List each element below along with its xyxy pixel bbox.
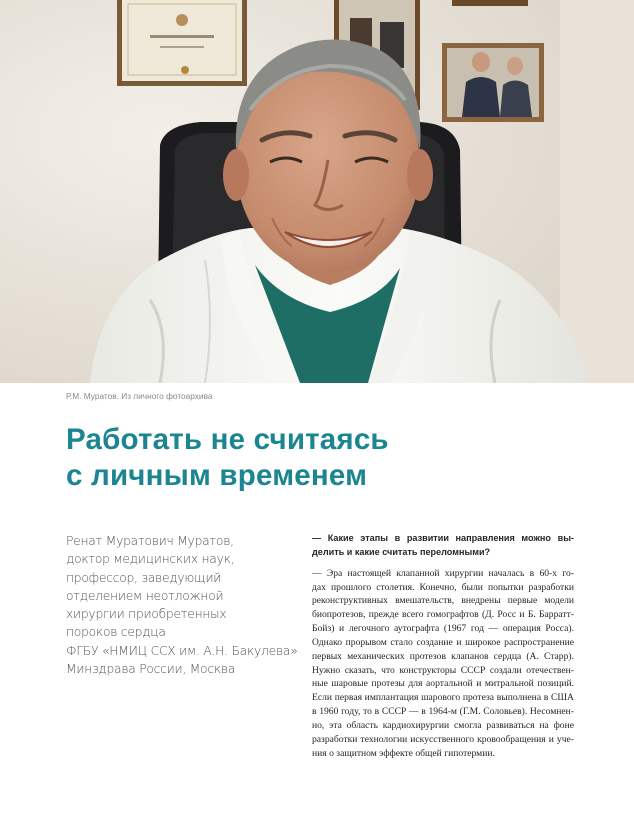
answer-line: разработки технологии искусственного кровообращения и уче- (312, 733, 574, 745)
answer-line: но, эта область кардиохирургии смогла развиваться на фоне (312, 719, 574, 731)
title-line: с личным временем (66, 459, 368, 492)
author-line: пороков сердца (66, 625, 166, 640)
author-line: ФГБУ «НМИЦ ССХ им. А.Н. Бакулева» (66, 643, 298, 658)
author-line: Ренат Муратович Муратов, (66, 534, 234, 548)
author-line: профессор, заведующий (66, 570, 222, 585)
author-line: доктор медицинских наук, (66, 552, 235, 567)
answer-line: дах прошлого столетия. Конечно, были попытки разработки (312, 581, 574, 593)
answer-line: первых механических протезов клапанов сердца (А. Старр). (312, 650, 574, 662)
answer-line: в 1960 году, то в СССР — в 1964-м (Г.М. Соловьев). Несомнен- (312, 706, 574, 718)
answer-line: — Эра настоящей клапанной хирургии началась в 60-х го- (312, 567, 574, 579)
title-line: Работать не считаясь (66, 423, 389, 456)
author-line: Минздрава России, Москва (66, 662, 236, 677)
answer-line: Нужно сказать, что конструкторы СССР создали отечествен- (312, 664, 574, 676)
question-line: — Какие этапы в развитии направления можно вы- (312, 533, 574, 543)
answer-line: биопротезов, прежде всего гомографтов (Д. Росс и Б. Барратт- (312, 609, 574, 621)
answer-line: ные шаровые протезы для аортальной и митральной позиций. (312, 678, 574, 690)
answer-line: ния о защитном эффекте общей гипотермии. (312, 747, 495, 759)
author-info (66, 532, 306, 678)
portrait-illustration (0, 0, 634, 383)
portrait-photo (0, 0, 634, 383)
answer-line: Если первая имплантация шарового протеза выполнена в США (312, 692, 574, 704)
article-body (312, 532, 574, 761)
article-title (66, 422, 546, 494)
author-line: отделением неотложной (66, 588, 224, 603)
question-line: делить и какие считать переломными? (312, 546, 491, 557)
framed-photo-right (442, 43, 544, 122)
photo-caption: Р.М. Муратов. Из личного фотоархива (66, 391, 213, 401)
answer-line: Бойз) и легочного аутографта (1967 год — операция Росса). (312, 623, 574, 635)
answer-line: Однако прорывом стало создание и широкое распространение (312, 636, 574, 648)
author-line: хирургии приобретенных (66, 607, 227, 622)
answer-line: реконструктивных вмешательств, внедрены первые модели (312, 595, 574, 607)
diploma-frame (117, 0, 247, 86)
